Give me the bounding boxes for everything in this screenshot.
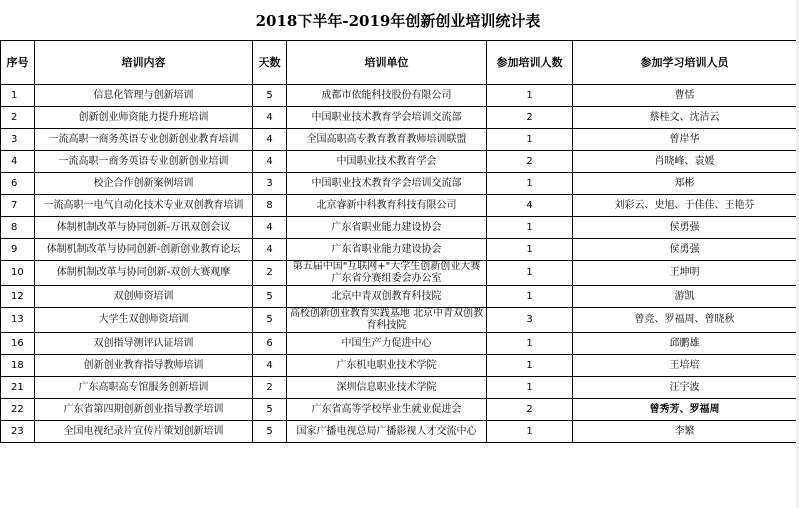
header-unit[interactable]: 培训单位 — [287, 41, 487, 85]
table-row — [1, 421, 797, 443]
cell-no[interactable]: 13 — [1, 308, 35, 333]
cell-count[interactable]: 2 — [487, 151, 573, 173]
header-row — [1, 41, 797, 85]
table-row — [1, 355, 797, 377]
cell-unit[interactable]: 北京中青双创教育科技院 — [287, 286, 487, 308]
header-no[interactable]: 序号 — [1, 41, 35, 85]
cell-count[interactable]: 1 — [487, 85, 573, 107]
cell-days[interactable]: 5 — [253, 85, 287, 107]
cell-days[interactable]: 5 — [253, 286, 287, 308]
cell-content[interactable]: 一流高职一电气自动化技术专业双创教育培训 — [35, 195, 253, 217]
cell-content[interactable]: 信息化管理与创新培训 — [35, 85, 253, 107]
cell-days[interactable]: 5 — [253, 421, 287, 443]
cell-people[interactable]: 蔡桂文、沈洁云 — [573, 107, 797, 129]
cell-people[interactable]: 曹恬 — [573, 85, 797, 107]
cell-no[interactable]: 12 — [1, 286, 35, 308]
cell-people[interactable]: 侯勇强 — [573, 239, 797, 261]
cell-count[interactable]: 1 — [487, 377, 573, 399]
cell-days[interactable]: 2 — [253, 377, 287, 399]
cell-count[interactable]: 1 — [487, 286, 573, 308]
cell-people[interactable]: 刘彩云、史旭、于佳佳、王艳芬 — [573, 195, 797, 217]
table-row — [1, 399, 797, 421]
cell-no[interactable]: 4 — [1, 151, 35, 173]
cell-people[interactable]: 游凯 — [573, 286, 797, 308]
cell-days[interactable]: 6 — [253, 333, 287, 355]
cell-no[interactable]: 3 — [1, 129, 35, 151]
cell-no[interactable]: 6 — [1, 173, 35, 195]
cell-no[interactable]: 23 — [1, 421, 35, 443]
cell-unit[interactable]: 广东省高等学校毕业生就业促进会 — [287, 399, 487, 421]
cell-no[interactable]: 8 — [1, 217, 35, 239]
table-row — [1, 173, 797, 195]
training-table — [0, 40, 797, 443]
cell-count[interactable]: 1 — [487, 355, 573, 377]
cell-content[interactable]: 创新创业师资能力提升班培训 — [35, 107, 253, 129]
cell-unit[interactable]: 全国高职高专教育教育教师培训联盟 — [287, 129, 487, 151]
cell-content[interactable]: 校企合作创新案例培训 — [35, 173, 253, 195]
cell-no[interactable]: 10 — [1, 261, 35, 286]
cell-days[interactable]: 4 — [253, 217, 287, 239]
cell-content[interactable]: 全国电视纪录片宣传片策划创新培训 — [35, 421, 253, 443]
cell-count[interactable]: 2 — [487, 399, 573, 421]
header-count[interactable]: 参加培训人数 — [487, 41, 573, 85]
cell-no[interactable]: 7 — [1, 195, 35, 217]
table-row — [1, 377, 797, 399]
cell-people[interactable]: 郑彬 — [573, 173, 797, 195]
table-row — [1, 308, 797, 333]
cell-count[interactable]: 4 — [487, 195, 573, 217]
cell-count[interactable]: 1 — [487, 217, 573, 239]
cell-unit[interactable]: 中国职业技术教育学会培训交流部 — [287, 173, 487, 195]
header-days[interactable]: 天数 — [253, 41, 287, 85]
cell-unit[interactable]: 高校创新创业教育实践基地 北京中青双创教育科技院 — [287, 308, 487, 333]
cell-content[interactable]: 双创师资培训 — [35, 286, 253, 308]
cell-no[interactable]: 2 — [1, 107, 35, 129]
table-row — [1, 195, 797, 217]
cell-count[interactable]: 1 — [487, 261, 573, 286]
table-body — [1, 85, 797, 443]
cell-days[interactable]: 3 — [253, 173, 287, 195]
header-people[interactable]: 参加学习培训人员 — [573, 41, 797, 85]
cell-no[interactable]: 18 — [1, 355, 35, 377]
cell-unit[interactable]: 广东省职业能力建设协会 — [287, 239, 487, 261]
cell-no[interactable]: 16 — [1, 333, 35, 355]
cell-content[interactable]: 大学生双创师资培训 — [35, 308, 253, 333]
cell-count[interactable]: 1 — [487, 239, 573, 261]
cell-days[interactable]: 8 — [253, 195, 287, 217]
header-content[interactable]: 培训内容 — [35, 41, 253, 85]
cell-no[interactable]: 9 — [1, 239, 35, 261]
table-row — [1, 151, 797, 173]
cell-people[interactable]: 曾岸华 — [573, 129, 797, 151]
cell-no[interactable]: 21 — [1, 377, 35, 399]
table-row — [1, 239, 797, 261]
cell-count[interactable]: 1 — [487, 173, 573, 195]
cell-people[interactable]: 邱鹏雄 — [573, 333, 797, 355]
cell-count[interactable]: 2 — [487, 107, 573, 129]
table-row — [1, 217, 797, 239]
cell-unit[interactable]: 中国职业技术教育学会培训交流部 — [287, 107, 487, 129]
cell-count[interactable]: 1 — [487, 421, 573, 443]
cell-count[interactable]: 1 — [487, 129, 573, 151]
cell-people[interactable]: 王坤明 — [573, 261, 797, 286]
table-row — [1, 333, 797, 355]
cell-people[interactable]: 侯勇强 — [573, 217, 797, 239]
table-row — [1, 261, 797, 286]
cell-unit[interactable]: 成都市依能科技股份有限公司 — [287, 85, 487, 107]
cell-days[interactable]: 5 — [253, 399, 287, 421]
cell-content[interactable]: 体制机制改革与协同创新-双创大赛观摩 — [35, 261, 253, 286]
cell-content[interactable]: 双创指导测评认证培训 — [35, 333, 253, 355]
cell-content[interactable]: 一流高职一商务英语专业创新创业培训 — [35, 151, 253, 173]
cell-people[interactable]: 王培培 — [573, 355, 797, 377]
cell-people[interactable]: 曾竞、罗福周、曾晓秋 — [573, 308, 797, 333]
cell-unit[interactable]: 中国生产力促进中心 — [287, 333, 487, 355]
cell-unit[interactable]: 广东省职业能力建设协会 — [287, 217, 487, 239]
cell-days[interactable]: 4 — [253, 239, 287, 261]
cell-people[interactable]: 肖晓峰、袁媛 — [573, 151, 797, 173]
cell-people[interactable]: 汪宇波 — [573, 377, 797, 399]
cell-unit[interactable]: 广东机电职业技术学院 — [287, 355, 487, 377]
cell-count[interactable]: 1 — [487, 333, 573, 355]
cell-days[interactable]: 4 — [253, 151, 287, 173]
cell-unit[interactable]: 中国职业技术教育学会 — [287, 151, 487, 173]
cell-no[interactable]: 1 — [1, 85, 35, 107]
cell-days[interactable]: 2 — [253, 261, 287, 286]
cell-unit[interactable]: 国家广播电视总局广播影视人才交流中心 — [287, 421, 487, 443]
cell-people[interactable]: 李繁 — [573, 421, 797, 443]
cell-days[interactable]: 5 — [253, 308, 287, 333]
cell-content[interactable]: 广东省第四期创新创业指导教学培训 — [35, 399, 253, 421]
cell-people[interactable]: 曾秀芳、罗福周 — [573, 399, 797, 421]
cell-content[interactable]: 广东高职高专馆服务创新培训 — [35, 377, 253, 399]
cell-content[interactable]: 一流高职一商务英语专业创新创业教育培训 — [35, 129, 253, 151]
cell-days[interactable]: 4 — [253, 355, 287, 377]
cell-days[interactable]: 4 — [253, 129, 287, 151]
cell-content[interactable]: 创新创业教育指导教师培训 — [35, 355, 253, 377]
cell-content[interactable]: 体制机制改革与协同创新-万讯双创会议 — [35, 217, 253, 239]
cell-unit[interactable]: 北京睿新中科教育科技有限公司 — [287, 195, 487, 217]
cell-days[interactable]: 4 — [253, 107, 287, 129]
cell-unit[interactable]: 深圳信息职业技术学院 — [287, 377, 487, 399]
table-row — [1, 85, 797, 107]
sheet-title: 2018下半年-2019年创新创业培训统计表 — [255, 11, 541, 30]
table-row — [1, 107, 797, 129]
cell-content[interactable]: 体制机制改革与协同创新-创新创业教育论坛 — [35, 239, 253, 261]
table-row — [1, 286, 797, 308]
cell-no[interactable]: 22 — [1, 399, 35, 421]
cell-count[interactable]: 3 — [487, 308, 573, 333]
cell-unit[interactable]: 第五届中国"互联网+"大学生创新创业大赛广东省分赛组委会办公室 — [287, 261, 487, 286]
table-row — [1, 129, 797, 151]
